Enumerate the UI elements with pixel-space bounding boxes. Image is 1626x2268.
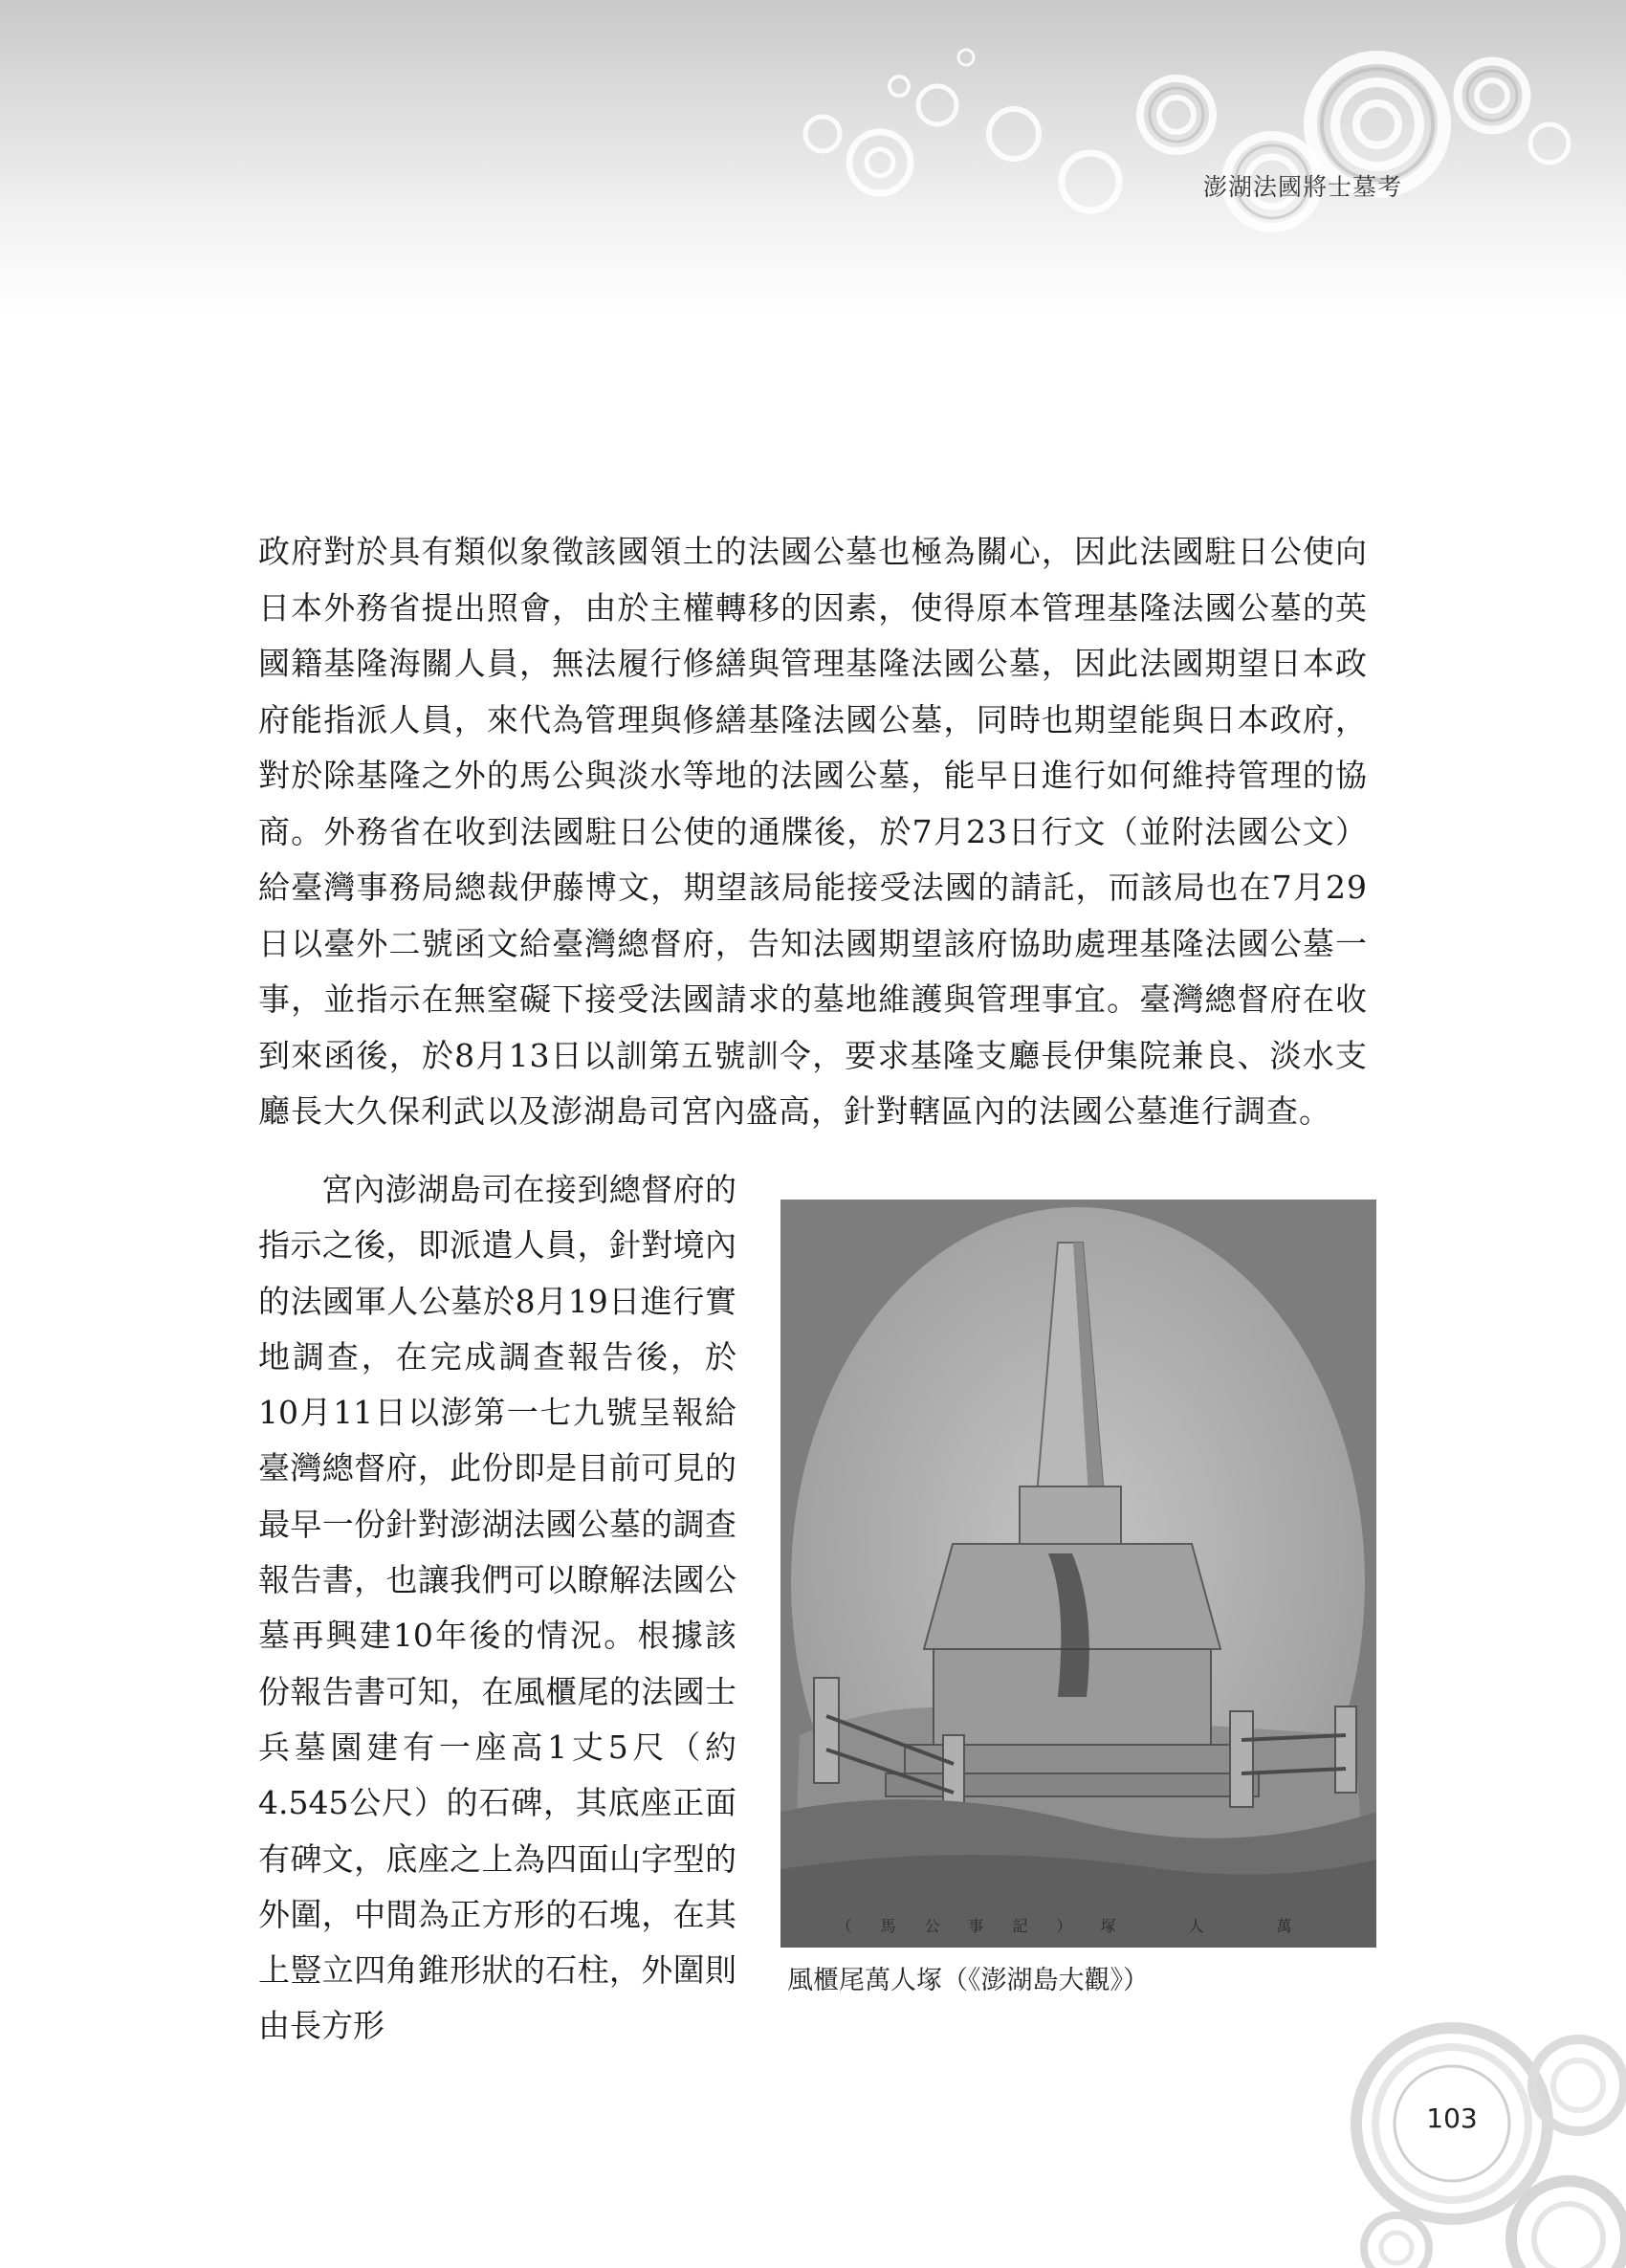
monument-photo <box>780 1200 1376 1948</box>
body-paragraph-1: 政府對於具有類似象徵該國領土的法國公墓也極為關心，因此法國駐日公使向日本外務省提出照會，由於主權轉移的因素，使得原本管理基隆法國公墓的英國籍基隆海關人員，無法履行修繕與管理基隆法國公墓，因此法國期望日本政府能指派人員，來代為管理與修繕基隆法國公墓，同時也期望能與日本政府，對於除基隆之外的馬公與淡水等地的法國公墓，能早日進行如何維持管理的協商。外務省在收到法國駐日公使的通牒後，於7月23日行文（並附法國公文）給臺灣事務局總裁伊藤博文，期望該局能接受法國的請託，而該局也在7月29日以臺外二號函文給臺灣總督府，告知法國期望該府協助處理基隆法國公墓一事，並指示在無窒礙下接受法國請求的墓地維護與管理事宜。臺灣總督府在收到來函後，於8月13日以訓第五號訓令，要求基隆支廳長伊集院兼良、淡水支廳長大久保利武以及澎湖島司宮內盛高，針對轄區內的法國公墓進行調查。 <box>258 533 1368 1130</box>
footer-circle-decoration <box>1339 2009 1626 2268</box>
body-paragraph-2: 宮內澎湖島司在接到總督府的指示之後，即派遣人員，針對境內的法國軍人公墓於8月19日進行實地調查，在完成調查報告後，於10月11日以澎第一七九號呈報給臺灣總督府，此份即是目前可見的最早一份針對澎湖法國公墓的調查報告書，也讓我們可以瞭解法國公墓再興建10年後的情況。根據該份報告書可知，在風櫃尾的法國士兵墓園建有一座高1丈5尺（約4.545公尺）的石碑，其底座正面有碑文，底座之上為四面山字型的外圍，中間為正方形的石塊，在其上豎立四角錐形狀的石柱，外圍則由長方形 <box>258 1171 736 2045</box>
page-number: 103 <box>1426 2103 1478 2134</box>
header-circle-decoration <box>0 0 1626 316</box>
photo-inner-caption: （馬公事記）塚 人 萬 <box>836 1917 1321 1935</box>
figure-caption: 風櫃尾萬人塚（《澎湖島大觀》） <box>787 1966 1149 1995</box>
running-title: 澎湖法國將士墓考 <box>1202 173 1402 201</box>
monument-photo-image <box>780 1200 1376 1948</box>
